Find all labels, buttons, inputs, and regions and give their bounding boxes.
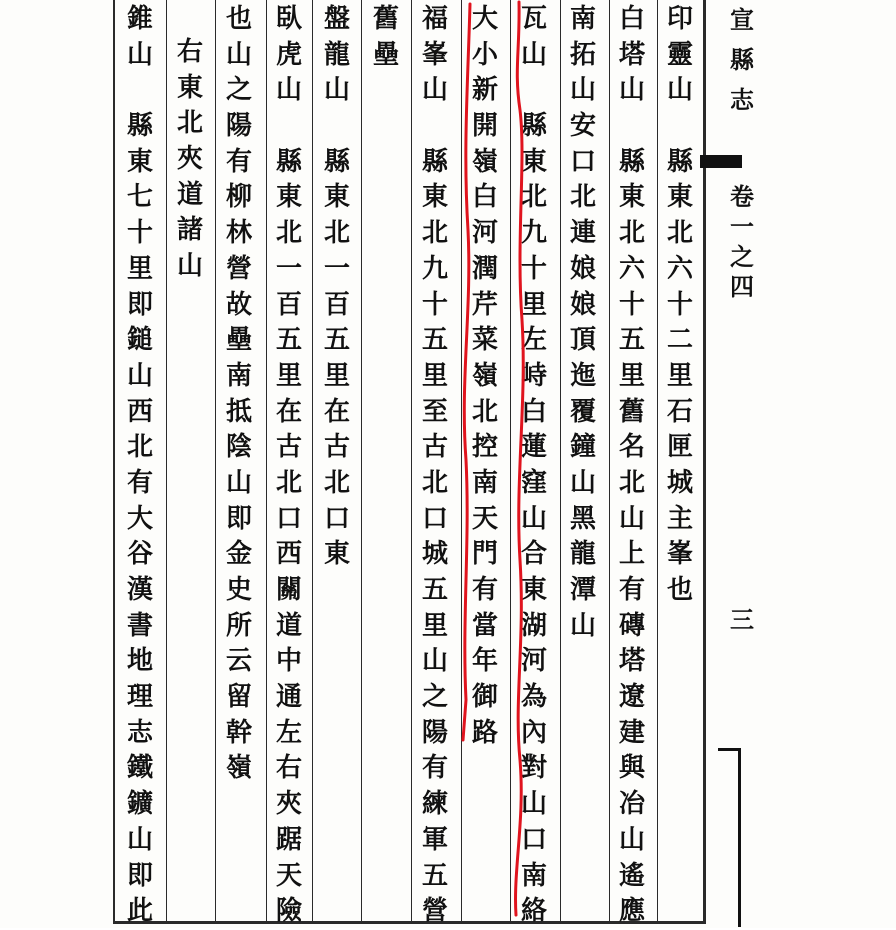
column-body-char: 北 bbox=[323, 467, 350, 498]
column-body-char: 谷 bbox=[126, 539, 153, 570]
column-body-char: 小 bbox=[471, 39, 498, 70]
column-body-char: 理 bbox=[126, 682, 153, 713]
column-body-char: 有 bbox=[126, 467, 153, 498]
column-body-char: 峯 bbox=[666, 539, 693, 570]
column-body-char: 龍 bbox=[569, 539, 596, 570]
column-body-char: 五 bbox=[421, 860, 448, 891]
column-body-char: 南 bbox=[225, 360, 252, 391]
column-body-char: 覆 bbox=[569, 396, 596, 427]
column-body-char: 石 bbox=[666, 396, 693, 427]
column-body-char: 北 bbox=[275, 467, 302, 498]
column-body-char: 頂 bbox=[569, 325, 596, 356]
column-body-char: 縣 bbox=[275, 146, 302, 177]
column-body-char: 陽 bbox=[225, 111, 252, 142]
column-body-char: 天 bbox=[275, 860, 302, 891]
column-body-char: 南 bbox=[471, 467, 498, 498]
margin-volume-char: 卷 bbox=[730, 182, 754, 211]
column-body-char: 北 bbox=[520, 182, 547, 213]
column-body-char: 遙 bbox=[618, 860, 645, 891]
column-body-char: 山 bbox=[225, 39, 252, 70]
column-body-char: 里 bbox=[275, 360, 302, 391]
column-body-char: 山 bbox=[225, 467, 252, 498]
column-body-char: 壘 bbox=[225, 325, 252, 356]
column-body-char: 史 bbox=[225, 575, 252, 605]
column-body-char: 絡 bbox=[520, 896, 547, 927]
column-body-char: 通 bbox=[275, 682, 302, 713]
column-body-char: 菜 bbox=[471, 325, 498, 356]
column-body-char: 冶 bbox=[618, 789, 645, 820]
column-body-char: 縣 bbox=[618, 146, 645, 177]
margin-title-char: 志 bbox=[730, 85, 754, 114]
column-body-char: 縣 bbox=[323, 146, 350, 177]
column-body-char: 即 bbox=[225, 503, 252, 534]
column-body-char: 山 bbox=[520, 503, 547, 534]
column-body-char: 右 bbox=[275, 753, 302, 784]
column-body-char: 鐵 bbox=[126, 753, 153, 784]
column-head-char: 福 bbox=[421, 4, 448, 34]
column-body-char: 舊 bbox=[618, 396, 645, 427]
column-body-char: 抵 bbox=[225, 396, 252, 427]
margin-volume-char: 四 bbox=[730, 272, 754, 301]
column-body-char: 應 bbox=[618, 896, 645, 927]
column-body-char: 北 bbox=[471, 396, 498, 427]
red-ink-line-left bbox=[463, 4, 470, 740]
column-body-char: 險 bbox=[275, 896, 302, 927]
column-body-char: 為 bbox=[520, 682, 547, 713]
column-body-char: 之 bbox=[225, 75, 252, 106]
column-body-char: 之 bbox=[421, 682, 448, 713]
column-body-char: 古 bbox=[275, 432, 302, 463]
column-body-char: 西 bbox=[126, 396, 153, 427]
column-head-char: 山 bbox=[421, 75, 448, 106]
column-body-char: 五 bbox=[421, 325, 448, 356]
column-body-char: 營 bbox=[225, 253, 252, 284]
column-body-char: 大 bbox=[471, 4, 498, 34]
column-head-char: 臥 bbox=[275, 4, 302, 34]
column-body-char: 合 bbox=[520, 539, 547, 570]
column-body-char: 控 bbox=[471, 432, 498, 463]
column-body-char: 關 bbox=[275, 575, 302, 605]
column-body-char: 磚 bbox=[618, 610, 645, 641]
column-body-char: 山 bbox=[126, 360, 153, 391]
column-head-char: 山 bbox=[126, 39, 153, 70]
margin-title-char: 縣 bbox=[730, 45, 754, 74]
column-body-char: 上 bbox=[618, 539, 645, 570]
column-body-char: 六 bbox=[666, 253, 693, 284]
column-body-char: 娘 bbox=[569, 253, 596, 284]
column-body-char: 金 bbox=[225, 539, 252, 570]
column-body-char: 五 bbox=[421, 575, 448, 605]
column-body-char: 十 bbox=[421, 289, 448, 320]
column-body-char: 北 bbox=[323, 218, 350, 249]
column-body-char: 峙 bbox=[520, 360, 547, 391]
red-ink-line-right bbox=[516, 2, 524, 915]
column-body-char: 當 bbox=[471, 610, 498, 641]
column-body-char: 白 bbox=[471, 182, 498, 213]
column-body-char: 鎚 bbox=[126, 325, 153, 356]
column-body-char: 山 bbox=[421, 646, 448, 677]
column-body-char: 內 bbox=[520, 717, 547, 748]
column-body-char: 在 bbox=[323, 396, 350, 427]
column-body-char: 六 bbox=[618, 253, 645, 284]
column-body-char: 十 bbox=[618, 289, 645, 320]
column-body-char: 北 bbox=[275, 218, 302, 249]
column-body-char: 遼 bbox=[618, 682, 645, 713]
column-body-char: 五 bbox=[275, 325, 302, 356]
column-body-char: 鐘 bbox=[569, 432, 596, 463]
column-body-char: 黑 bbox=[569, 503, 596, 534]
column-body-char: 陽 bbox=[421, 717, 448, 748]
column-body-char: 一 bbox=[275, 253, 302, 284]
column-head-char: 山 bbox=[520, 39, 547, 70]
column-body-char: 山 bbox=[569, 75, 596, 106]
column-body-char: 西 bbox=[275, 539, 302, 570]
column-body-char: 至 bbox=[421, 396, 448, 427]
column-body-char: 志 bbox=[126, 717, 153, 748]
column-body-char: 五 bbox=[618, 325, 645, 356]
column-body-char: 東 bbox=[126, 146, 153, 177]
column-body-char: 有 bbox=[618, 575, 645, 605]
column-body-char: 古 bbox=[421, 432, 448, 463]
column-body-char: 里 bbox=[520, 289, 547, 320]
column-body-char: 東 bbox=[323, 182, 350, 213]
column-body-char: 縣 bbox=[666, 146, 693, 177]
column-body-char: 嶺 bbox=[471, 146, 498, 177]
column-head-char: 塔 bbox=[618, 39, 645, 70]
column-body-char: 東 bbox=[666, 182, 693, 213]
column-body-char: 山 bbox=[618, 503, 645, 534]
column-body-char: 湖 bbox=[520, 610, 547, 641]
column-body-char: 北 bbox=[126, 432, 153, 463]
column-head-char: 山 bbox=[275, 75, 302, 106]
column-body-char: 山 bbox=[176, 251, 203, 282]
column-body-char: 南 bbox=[569, 4, 596, 34]
column-body-char: 白 bbox=[520, 396, 547, 427]
column-body-char: 山 bbox=[569, 610, 596, 641]
column-body-char: 口 bbox=[520, 824, 547, 855]
column-body-char: 口 bbox=[569, 146, 596, 177]
column-body-char: 夾 bbox=[275, 789, 302, 820]
column-body-char: 拓 bbox=[569, 39, 596, 70]
column-body-char: 中 bbox=[275, 646, 302, 677]
column-body-char: 嶺 bbox=[225, 753, 252, 784]
column-body-char: 二 bbox=[666, 325, 693, 356]
column-body-char: 十 bbox=[666, 289, 693, 320]
column-body-char: 諸 bbox=[176, 215, 203, 246]
column-body-char: 名 bbox=[618, 432, 645, 463]
column-body-char: 壘 bbox=[372, 39, 399, 70]
column-body-char: 南 bbox=[520, 860, 547, 891]
column-head-char: 印 bbox=[666, 4, 693, 34]
column-body-char: 北 bbox=[176, 108, 203, 139]
column-body-char: 踞 bbox=[275, 824, 302, 855]
column-body-char: 城 bbox=[421, 539, 448, 570]
column-body-char: 故 bbox=[225, 289, 252, 320]
column-head-char: 山 bbox=[666, 75, 693, 106]
column-body-char: 舊 bbox=[372, 4, 399, 34]
column-body-char: 夾 bbox=[176, 144, 203, 175]
column-body-char: 有 bbox=[225, 146, 252, 177]
column-body-char: 口 bbox=[421, 503, 448, 534]
column-body-char: 對 bbox=[520, 753, 547, 784]
column-body-char: 漢 bbox=[126, 575, 153, 605]
column-body-char: 城 bbox=[666, 467, 693, 498]
column-body-char: 北 bbox=[569, 182, 596, 213]
column-body-char: 主 bbox=[666, 503, 693, 534]
column-body-char: 七 bbox=[126, 182, 153, 213]
column-body-char: 山 bbox=[520, 789, 547, 820]
column-head-char: 白 bbox=[618, 4, 645, 34]
column-body-char: 左 bbox=[275, 717, 302, 748]
column-body-char: 北 bbox=[618, 218, 645, 249]
column-head-char: 靈 bbox=[666, 39, 693, 70]
column-body-char: 北 bbox=[421, 218, 448, 249]
column-head-char: 山 bbox=[323, 75, 350, 106]
column-head-char: 虎 bbox=[275, 39, 302, 70]
column-body-char: 連 bbox=[569, 218, 596, 249]
column-body-char: 練 bbox=[421, 789, 448, 820]
column-body-char: 芹 bbox=[471, 289, 498, 320]
column-body-char: 書 bbox=[126, 610, 153, 641]
column-body-char: 山 bbox=[618, 824, 645, 855]
column-body-char: 北 bbox=[618, 467, 645, 498]
column-body-char: 有 bbox=[471, 575, 498, 605]
column-body-char: 九 bbox=[421, 253, 448, 284]
column-body-char: 北 bbox=[666, 218, 693, 249]
column-body-char: 古 bbox=[323, 432, 350, 463]
column-body-char: 五 bbox=[323, 325, 350, 356]
column-body-char: 柳 bbox=[225, 182, 252, 213]
column-body-char: 門 bbox=[471, 539, 498, 570]
column-body-char: 大 bbox=[126, 503, 153, 534]
column-body-char: 縣 bbox=[126, 111, 153, 142]
column-body-char: 娘 bbox=[569, 289, 596, 320]
column-body-char: 東 bbox=[275, 182, 302, 213]
column-body-char: 河 bbox=[471, 218, 498, 249]
column-body-char: 營 bbox=[421, 896, 448, 927]
column-body-char: 安 bbox=[569, 111, 596, 142]
column-body-char: 御 bbox=[471, 682, 498, 713]
column-body-char: 九 bbox=[520, 218, 547, 249]
column-body-char: 里 bbox=[421, 360, 448, 391]
column-body-char: 里 bbox=[618, 360, 645, 391]
column-body-char: 年 bbox=[471, 646, 498, 677]
column-body-char: 百 bbox=[323, 289, 350, 320]
column-body-char: 也 bbox=[225, 4, 252, 34]
column-body-char: 道 bbox=[176, 179, 203, 210]
column-body-char: 留 bbox=[225, 682, 252, 713]
column-body-char: 所 bbox=[225, 610, 252, 641]
column-body-char: 塔 bbox=[618, 646, 645, 677]
column-body-char: 天 bbox=[471, 503, 498, 534]
column-body-char: 道 bbox=[275, 610, 302, 641]
column-body-char: 口 bbox=[323, 503, 350, 534]
column-body-char: 里 bbox=[421, 610, 448, 641]
column-head-char: 山 bbox=[618, 75, 645, 106]
column-body-char: 十 bbox=[126, 218, 153, 249]
column-body-char: 山 bbox=[126, 824, 153, 855]
column-body-char: 地 bbox=[126, 646, 153, 677]
column-body-char: 陰 bbox=[225, 432, 252, 463]
column-body-char: 北 bbox=[421, 467, 448, 498]
column-body-char: 縣 bbox=[421, 146, 448, 177]
column-body-char: 窪 bbox=[520, 467, 547, 498]
column-body-char: 幹 bbox=[225, 717, 252, 748]
column-body-char: 縣 bbox=[520, 111, 547, 142]
column-body-char: 路 bbox=[471, 717, 498, 748]
column-body-char: 潤 bbox=[471, 253, 498, 284]
column-head-char: 峯 bbox=[421, 39, 448, 70]
column-body-char: 山 bbox=[569, 467, 596, 498]
column-head-char: 瓦 bbox=[520, 4, 547, 34]
column-head-char: 龍 bbox=[323, 39, 350, 70]
column-body-char: 與 bbox=[618, 753, 645, 784]
margin-title-char: 宣 bbox=[730, 5, 754, 34]
column-body-char: 東 bbox=[176, 72, 203, 103]
column-body-char: 右 bbox=[176, 37, 203, 67]
column-body-char: 嶺 bbox=[471, 360, 498, 391]
column-body-char: 河 bbox=[520, 646, 547, 677]
column-body-char: 里 bbox=[666, 360, 693, 391]
column-body-char: 此 bbox=[126, 896, 153, 927]
column-body-char: 在 bbox=[275, 396, 302, 427]
column-body-char: 左 bbox=[520, 325, 547, 356]
column-body-char: 十 bbox=[520, 253, 547, 284]
column-body-char: 即 bbox=[126, 289, 153, 320]
column-body-char: 匣 bbox=[666, 432, 693, 463]
margin-volume-char: 之 bbox=[730, 242, 754, 271]
column-body-char: 東 bbox=[520, 146, 547, 177]
column-body-char: 百 bbox=[275, 289, 302, 320]
column-body-char: 蓮 bbox=[520, 432, 547, 463]
column-body-char: 林 bbox=[225, 218, 252, 249]
page-number: 三 bbox=[730, 605, 754, 634]
column-body-char: 東 bbox=[421, 182, 448, 213]
column-body-char: 里 bbox=[126, 253, 153, 284]
column-head-char: 錐 bbox=[126, 4, 153, 34]
column-body-char: 東 bbox=[323, 539, 350, 570]
column-body-char: 口 bbox=[275, 503, 302, 534]
column-body-char: 建 bbox=[618, 717, 645, 748]
column-body-char: 潭 bbox=[569, 575, 596, 605]
column-body-char: 里 bbox=[323, 360, 350, 391]
column-body-char: 云 bbox=[225, 646, 252, 677]
column-body-char: 鑛 bbox=[126, 789, 153, 820]
column-body-char: 迤 bbox=[569, 360, 596, 391]
column-body-char: 一 bbox=[323, 253, 350, 284]
column-body-char: 新 bbox=[471, 75, 498, 106]
column-head-char: 盤 bbox=[323, 4, 350, 34]
column-body-char: 東 bbox=[520, 575, 547, 605]
column-body-char: 也 bbox=[666, 575, 693, 605]
column-body-char: 即 bbox=[126, 860, 153, 891]
column-body-char: 東 bbox=[618, 182, 645, 213]
column-body-char: 有 bbox=[421, 753, 448, 784]
column-body-char: 軍 bbox=[421, 824, 448, 855]
column-body-char: 開 bbox=[471, 111, 498, 142]
margin-volume-char: 一 bbox=[730, 212, 754, 241]
